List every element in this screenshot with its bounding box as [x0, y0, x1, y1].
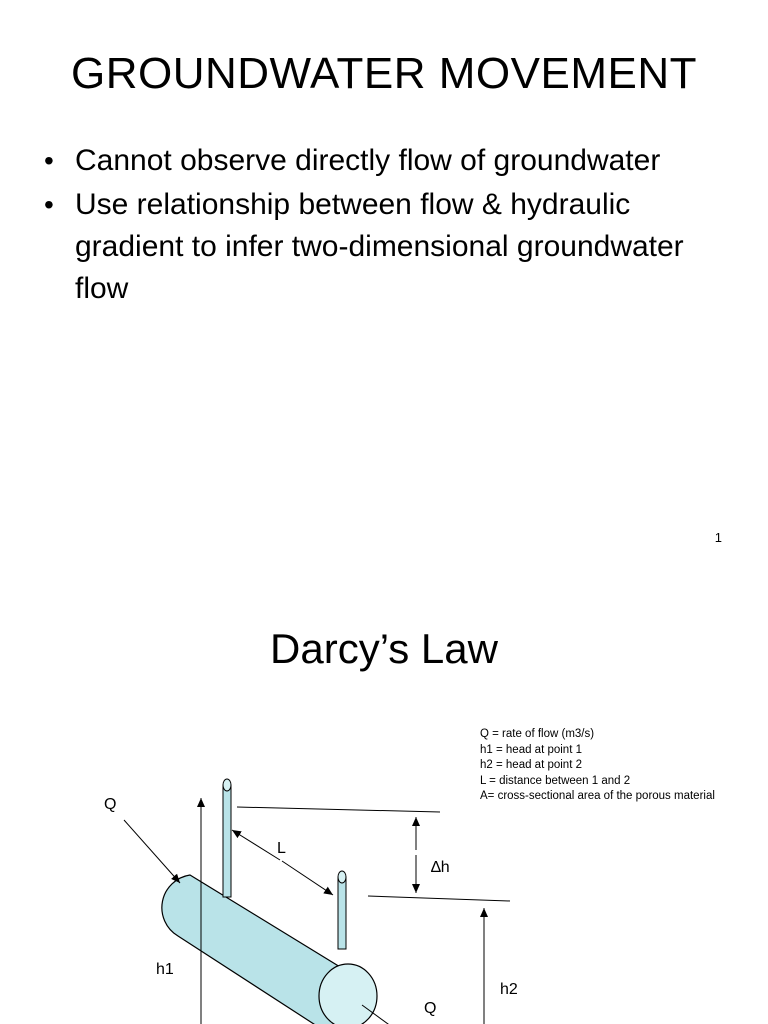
h1-label: h1: [156, 961, 174, 978]
l-arrow-end: [282, 861, 333, 895]
slide-title: GROUNDWATER MOVEMENT: [71, 49, 697, 98]
q-out-label: Q: [424, 1000, 437, 1017]
slide-title: Darcy’s Law: [270, 625, 498, 672]
delta-h-label: ∆h: [431, 859, 450, 876]
bullet-list: [44, 140, 744, 312]
darcy-diagram: [0, 560, 768, 1024]
bullet-text: Use relationship between flow & hydraulic gradient to infer two-dimensional groundwater flow: [75, 188, 684, 305]
bullet-item: [44, 140, 744, 182]
flow-in-arrow: [124, 820, 180, 883]
legend-line: A= cross-sectional area of the porous material: [480, 790, 715, 802]
bullet-text: Cannot observe directly flow of groundwater: [75, 144, 661, 177]
legend-line: L = distance between 1 and 2: [480, 774, 631, 787]
bullet-icon: •: [44, 189, 54, 220]
h2-label: h2: [500, 981, 518, 998]
bullet-icon: •: [44, 145, 54, 176]
standpipe-2: [338, 871, 346, 949]
head-line-2: [368, 896, 510, 901]
standpipe-1: [223, 779, 231, 897]
bullet-item: [44, 184, 744, 310]
legend-line: Q = rate of flow (m3/s): [480, 728, 595, 740]
l-label: L: [277, 840, 286, 857]
q-in-label: Q: [104, 796, 117, 813]
cylinder-end-face: [319, 964, 377, 1024]
head-line-1: [237, 807, 440, 812]
page-number: 1: [714, 530, 722, 545]
slide-2: [0, 560, 768, 1024]
legend-line: h1 = head at point 1: [480, 743, 582, 756]
legend-line: h2 = head at point 2: [480, 759, 582, 771]
l-arrow-start: [232, 830, 280, 860]
